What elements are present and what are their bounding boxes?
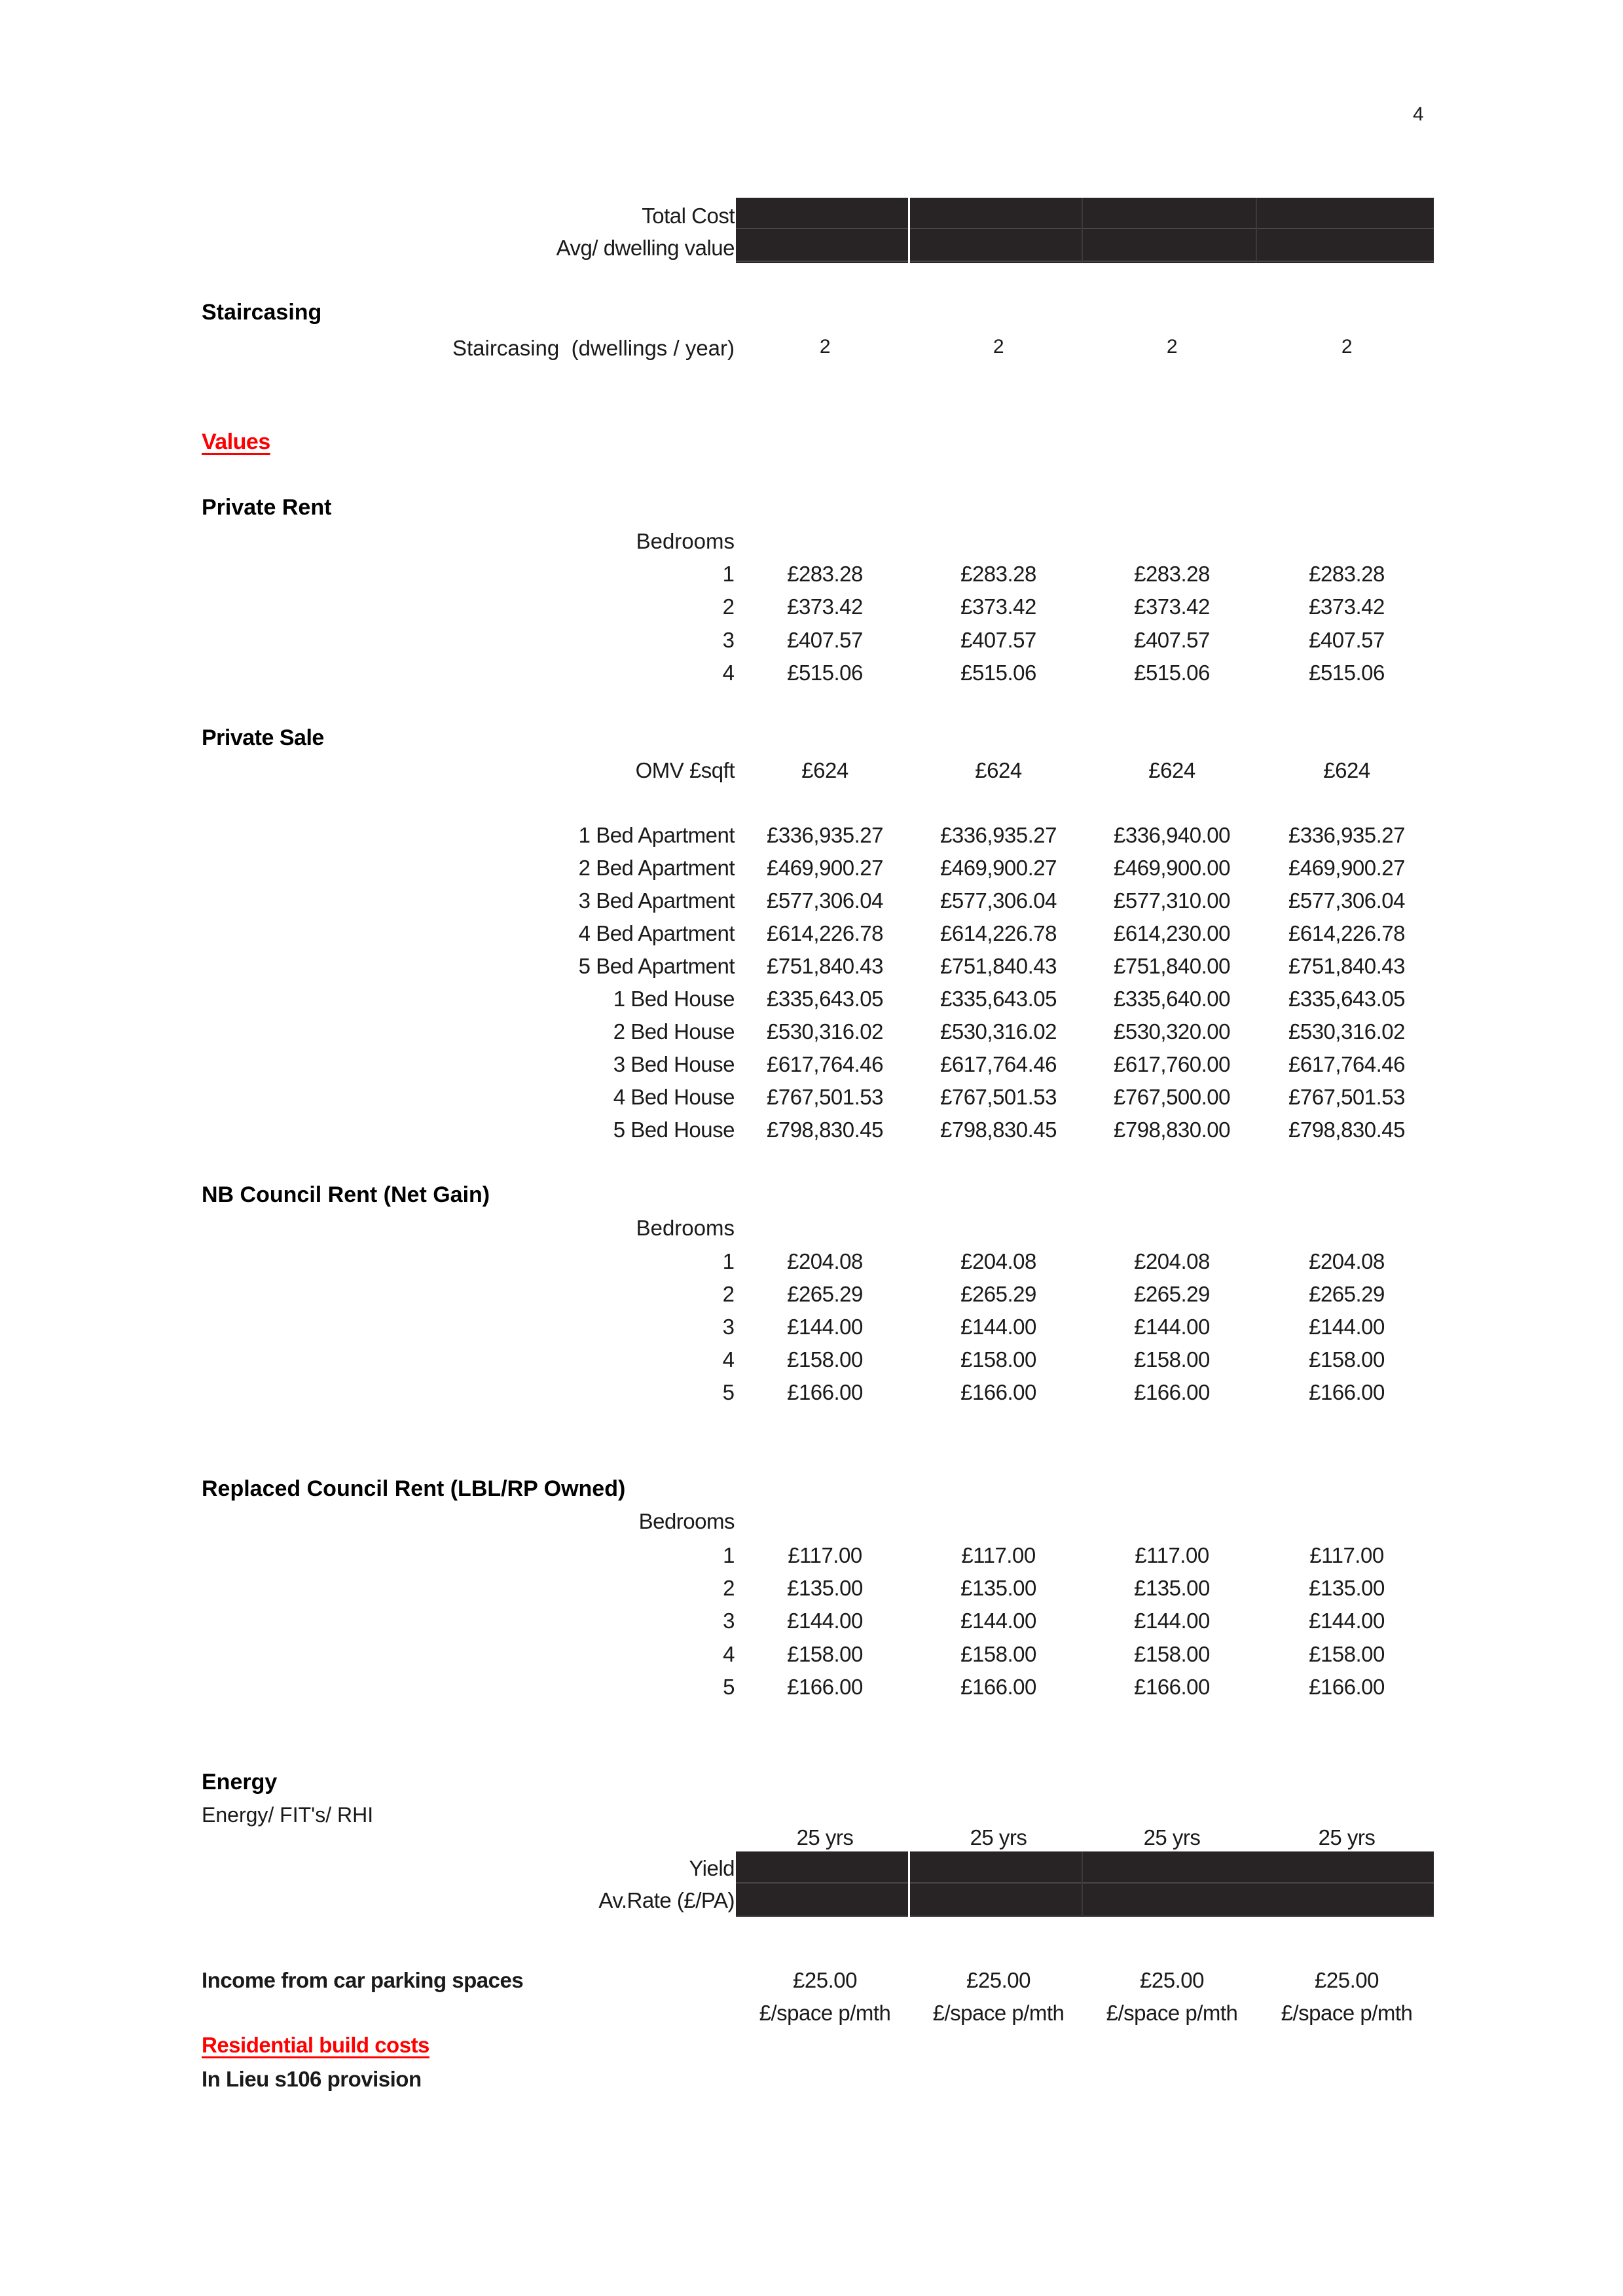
table-cell: £158.00 [1309,1642,1385,1666]
table-cell: £373.42 [960,594,1036,619]
table-cell: £336,935.27 [939,823,1057,847]
table-cell: £515.06 [1134,661,1210,685]
table-cell: £335,643.05 [1288,987,1405,1011]
table-cell: £336,935.27 [1288,823,1405,847]
staircasing-row-label: Staircasing (dwellings / year) [452,336,735,360]
bedroom-count-label: 2 [722,594,735,619]
table-cell: £373.42 [1309,594,1385,619]
dwelling-type-label: 4 Bed House [613,1085,735,1109]
bedroom-count-label: 2 [722,1282,735,1306]
table-cell: £135.00 [960,1576,1036,1600]
table-cell: £751,840.43 [1288,954,1405,978]
bedroom-count-label: 1 [723,1543,735,1567]
table-cell: £335,643.05 [766,987,883,1011]
car-parking-unit: £/space p/mth [1281,2001,1413,2025]
table-cell: £577,310.00 [1113,888,1230,913]
dwelling-type-label: 3 Bed House [613,1052,735,1076]
table-cell: £469,900.27 [939,856,1057,880]
table-cell: £469,900.00 [1113,856,1230,880]
table-cell: £335,643.05 [939,987,1057,1011]
dwelling-type-label: 1 Bed House [613,987,735,1011]
energy-period: 25 yrs [1318,1825,1376,1850]
table-cell: £751,840.43 [766,954,883,978]
car-parking-unit: £/space p/mth [1106,2001,1238,2025]
omv-sqft-label: OMV £sqft [635,758,735,782]
bedroom-count-label: 5 [723,1675,735,1699]
table-cell: £117.00 [788,1543,862,1567]
table-cell: £166.00 [1134,1675,1210,1699]
energy-period: 25 yrs [970,1825,1027,1850]
table-cell: £798,830.45 [766,1118,883,1142]
table-cell: £135.00 [1309,1576,1385,1600]
car-parking-value: £25.00 [1315,1968,1379,1992]
private-rent-bedrooms-header: Bedrooms [636,529,735,553]
table-cell: £614,226.78 [939,921,1057,945]
yield-label: Yield [689,1856,735,1880]
bedroom-count-label: 3 [723,1609,735,1633]
table-cell: £373.42 [1134,594,1210,619]
table-cell: £166.00 [1309,1380,1385,1404]
dwelling-type-label: 5 Bed House [613,1118,735,1142]
in-lieu-s106-heading: In Lieu s106 provision [202,2067,422,2091]
table-cell: £144.00 [1134,1315,1210,1339]
table-cell: £407.57 [1309,628,1385,652]
table-cell: £265.29 [1134,1282,1210,1306]
car-parking-value: £25.00 [793,1968,857,1992]
table-cell: £617,764.46 [939,1052,1057,1076]
table-cell: £515.06 [960,661,1036,685]
table-cell: £577,306.04 [939,888,1057,913]
table-cell: £530,320.00 [1113,1019,1230,1044]
bedroom-count-label: 2 [723,1576,735,1600]
table-cell: £767,500.00 [1113,1085,1230,1109]
table-cell: £407.57 [960,628,1036,652]
table-cell: £166.00 [787,1380,863,1404]
residential-build-costs-heading: Residential build costs [202,2033,429,2057]
table-cell: £144.00 [960,1609,1036,1633]
table-cell: £158.00 [1134,1642,1210,1666]
values-heading: Values [202,429,270,454]
car-parking-value: £25.00 [1140,1968,1204,1992]
table-cell: £617,764.46 [766,1052,883,1076]
table-cell: £144.00 [1309,1315,1385,1339]
table-cell: £336,940.00 [1113,823,1230,847]
table-cell: £530,316.02 [1288,1019,1405,1044]
table-cell: £407.57 [1134,628,1210,652]
car-parking-unit: £/space p/mth [932,2001,1065,2025]
energy-period: 25 yrs [1143,1825,1201,1850]
table-cell: £617,764.46 [1288,1052,1405,1076]
table-cell: £117.00 [1309,1543,1384,1567]
energy-heading: Energy [202,1770,278,1795]
table-cell: £614,226.78 [766,921,883,945]
table-cell: £265.29 [1309,1282,1385,1306]
table-cell: £166.00 [1309,1675,1385,1699]
staircasing-heading: Staircasing [202,300,322,325]
table-cell: £204.08 [1134,1249,1210,1273]
table-cell: £135.00 [787,1576,863,1600]
table-cell: £469,900.27 [766,856,883,880]
staircasing-value: 2 [1341,336,1353,357]
table-cell: £283.28 [787,562,863,586]
bedroom-count-label: 4 [722,1347,735,1372]
private-sale-heading: Private Sale [202,725,324,750]
table-cell: £336,935.27 [766,823,883,847]
table-cell: £798,830.45 [939,1118,1057,1142]
nb-council-bedrooms-header: Bedrooms [636,1216,735,1240]
dwelling-type-label: 2 Bed Apartment [578,856,735,880]
dwelling-type-label: 3 Bed Apartment [578,888,735,913]
table-cell: £469,900.27 [1288,856,1405,880]
table-cell: £144.00 [1134,1609,1210,1633]
omv-value: £624 [975,758,1022,782]
table-cell: £166.00 [960,1675,1036,1699]
table-cell: £144.00 [787,1609,863,1633]
table-cell: £617,760.00 [1113,1052,1230,1076]
replaced-council-rent-heading: Replaced Council Rent (LBL/RP Owned) [202,1476,626,1501]
table-cell: £283.28 [960,562,1036,586]
table-cell: £158.00 [960,1642,1036,1666]
redacted-energy-block [736,1851,1434,1917]
table-cell: £798,830.45 [1288,1118,1405,1142]
redacted-cost-block [736,198,1434,263]
table-cell: £158.00 [960,1347,1036,1372]
staircasing-value: 2 [819,336,831,357]
dwelling-type-label: 1 Bed Apartment [578,823,735,847]
table-cell: £158.00 [1309,1347,1385,1372]
table-cell: £515.06 [1309,661,1385,685]
table-cell: £135.00 [1134,1576,1210,1600]
table-cell: £798,830.00 [1113,1118,1230,1142]
table-cell: £144.00 [1309,1609,1385,1633]
avg-dwelling-value-label: Avg/ dwelling value [556,236,735,260]
dwelling-type-label: 2 Bed House [613,1019,735,1044]
table-cell: £117.00 [1135,1543,1209,1567]
omv-value: £624 [801,758,848,782]
table-cell: £767,501.53 [766,1085,883,1109]
table-cell: £204.08 [960,1249,1036,1273]
table-cell: £577,306.04 [766,888,883,913]
car-parking-unit: £/space p/mth [759,2001,891,2025]
table-cell: £265.29 [787,1282,863,1306]
table-cell: £767,501.53 [1288,1085,1405,1109]
energy-period: 25 yrs [796,1825,854,1850]
staircasing-value: 2 [1166,336,1178,357]
page-number: 4 [1413,103,1424,125]
omv-value: £624 [1148,758,1195,782]
table-cell: £283.28 [1309,562,1385,586]
table-cell: £373.42 [787,594,863,619]
total-cost-label: Total Cost [642,204,735,228]
table-cell: £751,840.00 [1113,954,1230,978]
table-cell: £577,306.04 [1288,888,1405,913]
table-cell: £515.06 [787,661,863,685]
table-cell: £117.00 [961,1543,1036,1567]
table-cell: £767,501.53 [939,1085,1057,1109]
table-cell: £204.08 [1309,1249,1385,1273]
table-cell: £166.00 [1134,1380,1210,1404]
table-cell: £158.00 [787,1347,863,1372]
table-cell: £166.00 [787,1675,863,1699]
bedroom-count-label: 1 [722,1249,735,1273]
staircasing-value: 2 [993,336,1004,357]
bedroom-count-label: 1 [722,562,735,586]
table-cell: £614,230.00 [1113,921,1230,945]
car-parking-heading: Income from car parking spaces [202,1968,524,1992]
table-cell: £144.00 [960,1315,1036,1339]
table-cell: £530,316.02 [766,1019,883,1044]
table-cell: £265.29 [960,1282,1036,1306]
table-cell: £407.57 [787,628,863,652]
table-cell: £283.28 [1134,562,1210,586]
bedroom-count-label: 3 [722,628,735,652]
bedroom-count-label: 4 [722,661,735,685]
dwelling-type-label: 4 Bed Apartment [578,921,735,945]
omv-value: £624 [1323,758,1370,782]
table-cell: £166.00 [960,1380,1036,1404]
table-cell: £158.00 [1134,1347,1210,1372]
table-cell: £335,640.00 [1113,987,1230,1011]
energy-fits-rhi-subheading: Energy/ FIT's/ RHI [202,1803,374,1827]
table-cell: £751,840.43 [939,954,1057,978]
table-cell: £144.00 [787,1315,863,1339]
bedroom-count-label: 4 [723,1642,735,1666]
table-cell: £530,316.02 [939,1019,1057,1044]
table-cell: £204.08 [787,1249,863,1273]
bedroom-count-label: 3 [722,1315,735,1339]
table-cell: £614,226.78 [1288,921,1405,945]
table-cell: £158.00 [787,1642,863,1666]
car-parking-value: £25.00 [966,1968,1030,1992]
bedroom-count-label: 5 [722,1380,735,1404]
nb-council-rent-heading: NB Council Rent (Net Gain) [202,1182,490,1207]
av-rate-label: Av.Rate (£/PA) [598,1888,735,1912]
private-rent-heading: Private Rent [202,495,332,520]
replaced-council-bedrooms-header: Bedrooms [638,1509,735,1533]
dwelling-type-label: 5 Bed Apartment [578,954,735,978]
